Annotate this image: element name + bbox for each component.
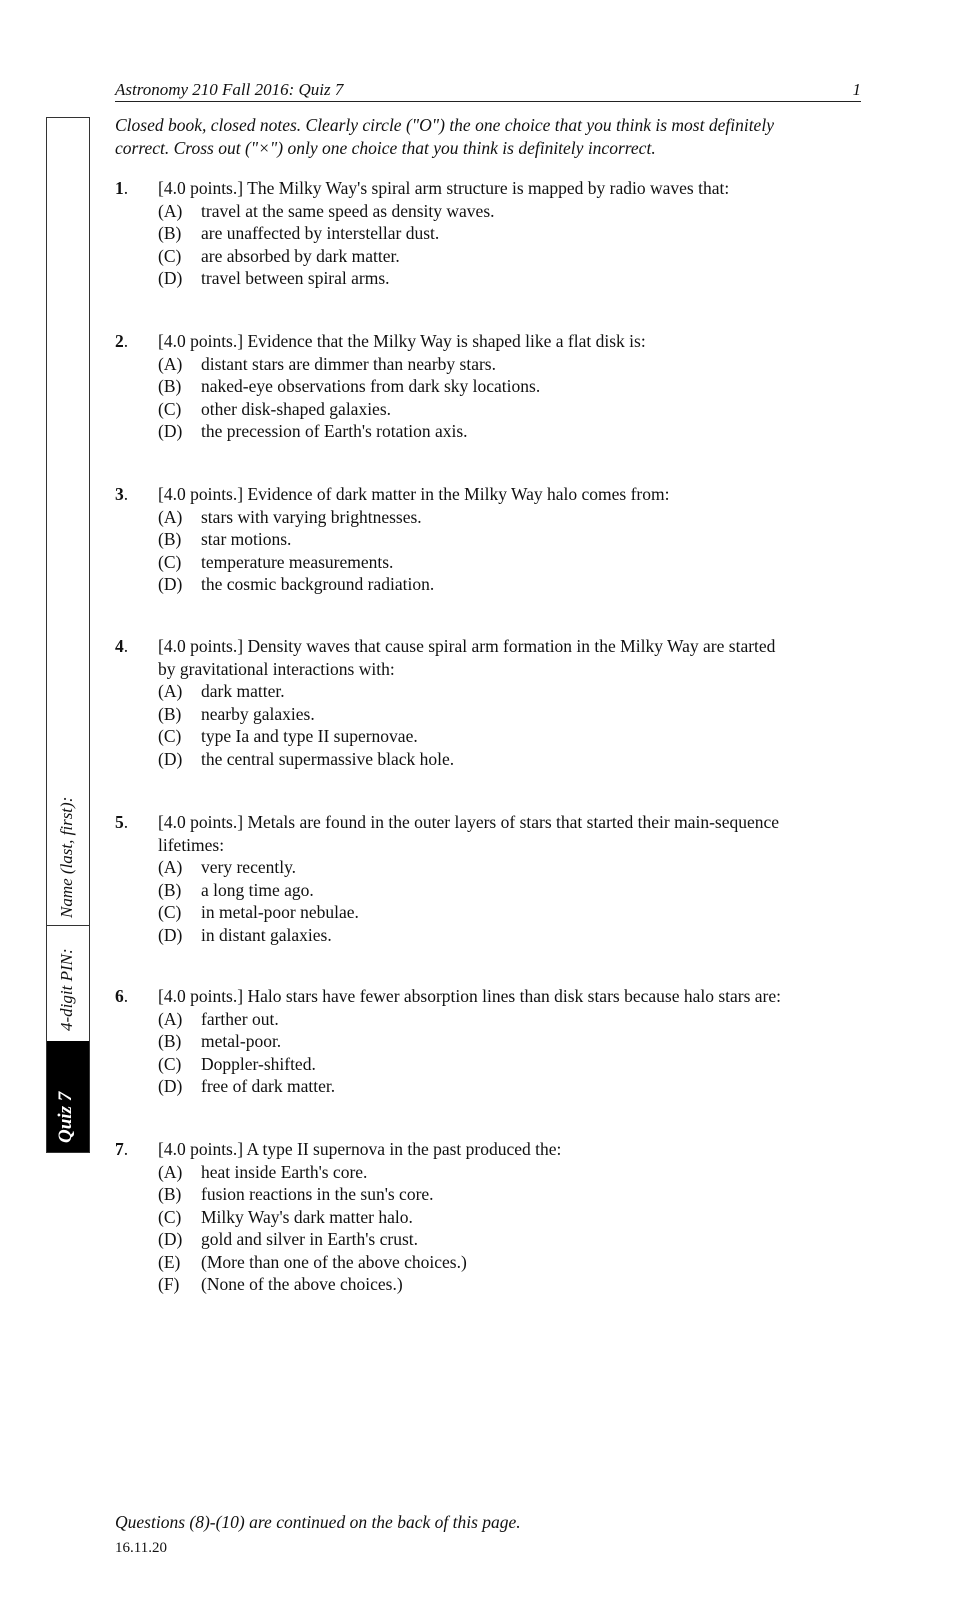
continued-note: Questions (8)-(10) are continued on the back of this page. — [115, 1512, 521, 1532]
choice-b[interactable]: (B) are unaffected by interstellar dust. — [158, 223, 440, 243]
question-number: 3. — [115, 484, 129, 504]
instructions-line-1: Closed book, closed notes. Clearly circle ("O") the one choice that you think is most definitely — [115, 115, 774, 135]
page-date: 16.11.20 — [115, 1540, 167, 1556]
question-5 — [115, 811, 875, 946]
question-text-cont: lifetimes: — [158, 834, 225, 855]
student-id-sidebar — [46, 117, 90, 1153]
choice-f[interactable]: (F) (None of the above choices.) — [158, 1274, 403, 1294]
question-number: 6. — [115, 986, 129, 1006]
question-text-cont: by gravitational interactions with: — [158, 658, 395, 679]
instructions — [115, 114, 875, 160]
choice-d[interactable]: (D) the precession of Earth's rotation axis. — [158, 421, 468, 441]
question-7 — [115, 1138, 875, 1296]
choice-d[interactable]: (D) in distant galaxies. — [158, 924, 332, 945]
choice-c[interactable]: (C) type Ia and type II supernovae. — [158, 726, 418, 746]
choice-c[interactable]: (C) Doppler-shifted. — [158, 1053, 316, 1074]
choice-b[interactable]: (B) star motions. — [158, 529, 292, 549]
choice-a[interactable]: (A) farther out. — [158, 1008, 279, 1029]
question-1 — [115, 177, 875, 290]
quiz-label-block — [47, 1041, 89, 1152]
choice-c[interactable]: (C) in metal-poor nebulae. — [158, 902, 359, 922]
question-text: [4.0 points.] Halo stars have fewer absorption lines than disk stars because halo stars are: — [158, 986, 782, 1006]
question-number: 1. — [115, 178, 129, 198]
pin-field[interactable] — [47, 925, 89, 1041]
question-number: 4. — [115, 636, 129, 656]
page-header — [115, 80, 861, 102]
choice-d[interactable]: (D) the central supermassive black hole. — [158, 748, 455, 769]
question-text: [4.0 points.] Density waves that cause spiral arm formation in the Milky Way are started — [158, 636, 776, 656]
choice-b[interactable]: (B) metal-poor. — [158, 1031, 282, 1051]
name-field[interactable] — [47, 118, 89, 926]
choice-c[interactable]: (C) Milky Way's dark matter halo. — [158, 1206, 413, 1227]
choice-b[interactable]: (B) naked-eye observations from dark sky locations. — [158, 376, 541, 396]
pin-label: 4-digit PIN: — [57, 948, 76, 1031]
question-number: 5. — [115, 812, 129, 832]
quiz-label: Quiz 7 — [55, 1091, 76, 1143]
choice-b[interactable]: (B) fusion reactions in the sun's core. — [158, 1184, 434, 1204]
question-2 — [115, 330, 875, 443]
choice-d[interactable]: (D) gold and silver in Earth's crust. — [158, 1229, 418, 1249]
question-text: [4.0 points.] Evidence that the Milky Way is shaped like a flat disk is: — [158, 331, 646, 351]
choice-a[interactable]: (A) heat inside Earth's core. — [158, 1161, 368, 1182]
course-title: Astronomy 210 Fall 2016: Quiz 7 — [115, 80, 344, 99]
question-text: [4.0 points.] Metals are found in the outer layers of stars that started their main-sequence — [158, 812, 780, 832]
choice-a[interactable]: (A) very recently. — [158, 857, 297, 877]
page-number: 1 — [852, 80, 861, 99]
question-number: 2. — [115, 331, 129, 351]
instructions-line-2: correct. Cross out ("×") only one choice that you think is definitely incorrect. — [115, 138, 656, 158]
choice-a[interactable]: (A) stars with varying brightnesses. — [158, 506, 422, 527]
question-text: [4.0 points.] A type II supernova in the past produced the: — [158, 1139, 562, 1159]
question-text: [4.0 points.] Evidence of dark matter in the Milky Way halo comes from: — [158, 484, 670, 504]
choice-a[interactable]: (A) dark matter. — [158, 681, 285, 701]
choice-b[interactable]: (B) nearby galaxies. — [158, 703, 315, 724]
question-3 — [115, 483, 875, 596]
choice-b[interactable]: (B) a long time ago. — [158, 879, 314, 900]
choice-a[interactable]: (A) distant stars are dimmer than nearby stars. — [158, 353, 496, 374]
question-text: [4.0 points.] The Milky Way's spiral arm structure is mapped by radio waves that: — [158, 178, 730, 198]
choice-c[interactable]: (C) other disk-shaped galaxies. — [158, 398, 392, 419]
choice-d[interactable]: (D) travel between spiral arms. — [158, 268, 390, 288]
question-4 — [115, 635, 875, 770]
question-number: 7. — [115, 1139, 129, 1159]
choice-d[interactable]: (D) the cosmic background radiation. — [158, 574, 435, 594]
question-6 — [115, 985, 875, 1098]
choice-c[interactable]: (C) are absorbed by dark matter. — [158, 245, 400, 266]
choice-a[interactable]: (A) travel at the same speed as density waves. — [158, 200, 495, 221]
choice-c[interactable]: (C) temperature measurements. — [158, 551, 394, 572]
choice-e[interactable]: (E) (More than one of the above choices.) — [158, 1251, 467, 1272]
choice-d[interactable]: (D) free of dark matter. — [158, 1076, 336, 1096]
name-label: Name (last, first): — [57, 796, 76, 918]
